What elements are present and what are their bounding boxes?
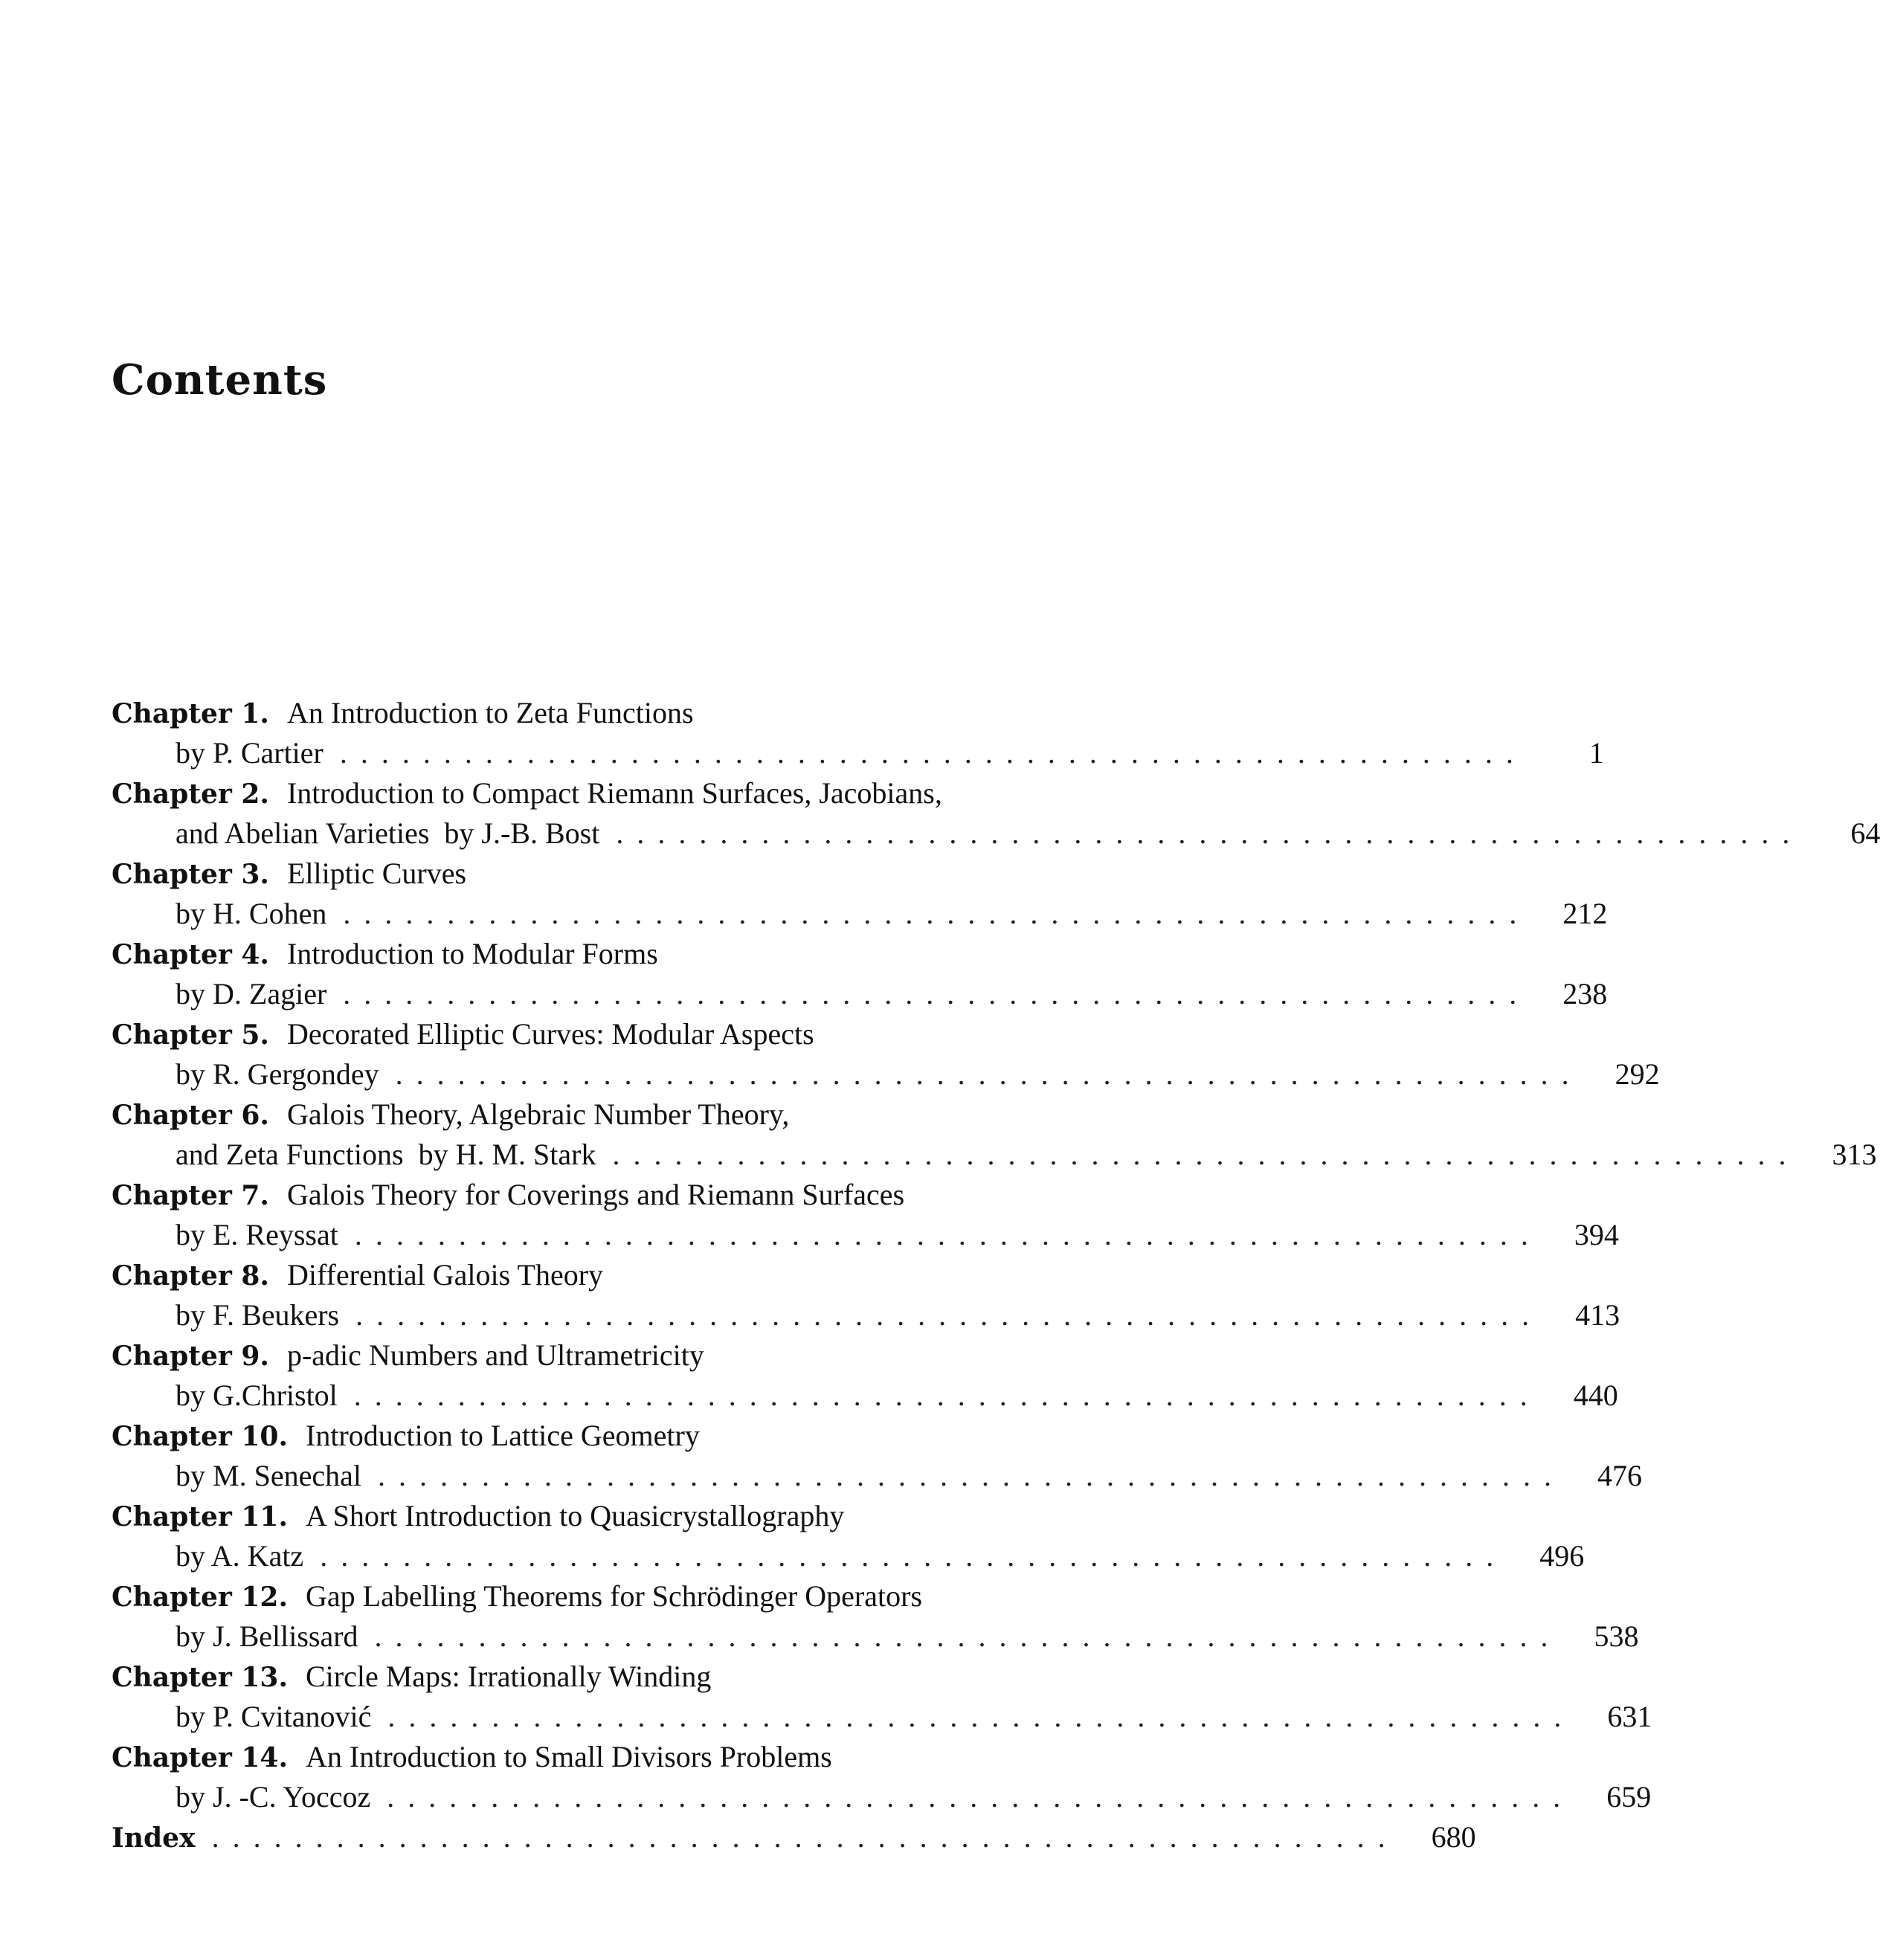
chapter-title: An Introduction to Small Divisors Problems (306, 1740, 832, 1773)
index-label: Index (112, 1822, 196, 1854)
chapter-byline-line (112, 1616, 1639, 1657)
chapter-label: Chapter 14. (112, 1742, 288, 1773)
page-number: 440 (1573, 1379, 1618, 1412)
dot-leader: ......................................................... (387, 1700, 1575, 1733)
chapter-author: by R. Gergondey (176, 1057, 379, 1091)
chapter-label: Chapter 10. (112, 1421, 288, 1452)
chapter-label: Chapter 6. (112, 1100, 269, 1131)
page-number: 659 (1606, 1780, 1652, 1814)
chapter-author: and Abelian Varieties by J.-B. Bost (176, 816, 600, 850)
dot-leader: ......................................................... (354, 1218, 1542, 1251)
chapter-heading-line (112, 1496, 1160, 1536)
dot-leader: ......................................................... (387, 1780, 1574, 1814)
chapter-heading-line (112, 1095, 1160, 1135)
chapter-author: by M. Senechal (176, 1459, 361, 1492)
toc-entry[interactable] (112, 1657, 1652, 1737)
toc-index-entry[interactable] (112, 1817, 1476, 1857)
chapter-heading-line (112, 1335, 1160, 1376)
chapter-byline-line (112, 733, 1604, 773)
chapter-byline-line (112, 1215, 1619, 1255)
chapter-author: by P. Cvitanović (176, 1700, 372, 1733)
page-number: 496 (1539, 1539, 1585, 1573)
chapter-author: and Zeta Functions by H. M. Stark (176, 1138, 596, 1171)
toc-entry[interactable] (112, 1496, 1585, 1576)
page-number: 238 (1562, 977, 1608, 1010)
dot-leader: ......................................................... (395, 1057, 1583, 1091)
chapter-heading-line (112, 693, 1160, 733)
chapter-heading-line (112, 1255, 1160, 1295)
toc-entry[interactable] (112, 934, 1608, 1014)
page-number: 64 (1850, 816, 1880, 850)
chapter-title: Introduction to Lattice Geometry (306, 1419, 700, 1452)
chapter-title: Gap Labelling Theorems for Schrödinger Operators (306, 1579, 923, 1613)
page-number: 476 (1597, 1459, 1642, 1492)
toc-entry[interactable] (112, 1095, 1877, 1175)
page-number: 394 (1574, 1218, 1619, 1251)
chapter-byline-line (112, 974, 1608, 1014)
chapter-title: Galois Theory, Algebraic Number Theory, (286, 1097, 790, 1131)
chapter-label: Chapter 4. (112, 939, 269, 970)
chapter-author: by H. Cohen (176, 897, 327, 930)
dot-leader: ......................................................... (377, 1459, 1565, 1492)
chapter-byline-line (112, 1777, 1652, 1817)
dot-leader: ......................................................... (211, 1820, 1399, 1854)
dot-leader: ......................................................... (343, 897, 1530, 930)
toc-entry[interactable] (112, 1014, 1660, 1095)
toc-entry[interactable] (112, 854, 1608, 934)
chapter-byline-line (112, 813, 1880, 854)
chapter-title: Differential Galois Theory (286, 1258, 604, 1292)
chapter-byline-line (112, 1456, 1642, 1496)
chapter-title: A Short Introduction to Quasicrystallography (306, 1499, 845, 1532)
chapter-label: Chapter 1. (112, 698, 269, 729)
dot-leader: ......................................................... (353, 1379, 1541, 1412)
chapter-author: by P. Cartier (176, 736, 323, 770)
chapter-heading-line (112, 1657, 1160, 1697)
chapter-byline-line (112, 1054, 1660, 1095)
toc-entry[interactable] (112, 1335, 1618, 1416)
chapter-label: Chapter 7. (112, 1180, 269, 1211)
chapter-label: Chapter 5. (112, 1019, 269, 1051)
page-number: 1 (1588, 736, 1604, 770)
chapter-heading-line (112, 1175, 1160, 1215)
chapter-title: p-adic Numbers and Ultrametricity (286, 1338, 704, 1372)
chapter-title: Decorated Elliptic Curves: Modular Aspects (286, 1017, 814, 1051)
dot-leader: ......................................................... (616, 816, 1803, 850)
dot-leader: ......................................................... (339, 736, 1527, 770)
chapter-title: An Introduction to Zeta Functions (286, 696, 694, 729)
chapter-label: Chapter 12. (112, 1582, 288, 1613)
page-number: 680 (1431, 1820, 1476, 1854)
chapter-label: Chapter 3. (112, 859, 269, 890)
toc-entry[interactable] (112, 1737, 1652, 1817)
chapter-heading-line (112, 854, 1160, 894)
chapter-title: Introduction to Compact Riemann Surfaces, Jacobians, (286, 776, 942, 810)
chapter-author: by F. Beukers (176, 1298, 340, 1332)
dot-leader: ......................................................... (320, 1539, 1507, 1573)
page-number: 631 (1607, 1700, 1652, 1733)
chapter-byline-line (112, 1536, 1585, 1576)
toc-entry[interactable] (112, 1255, 1620, 1335)
chapter-heading-line (112, 1014, 1160, 1054)
dot-leader: ......................................................... (355, 1298, 1543, 1332)
chapter-heading-line (112, 773, 1160, 813)
toc-entry[interactable] (112, 1416, 1642, 1496)
chapter-title: Galois Theory for Coverings and Riemann Surfaces (286, 1178, 905, 1211)
dot-leader: ......................................................... (612, 1138, 1800, 1171)
page-number: 212 (1562, 897, 1608, 930)
chapter-author: by J. Bellissard (176, 1619, 358, 1653)
chapter-title: Introduction to Modular Forms (286, 937, 658, 970)
chapter-heading-line (112, 1576, 1160, 1616)
toc-entry[interactable] (112, 773, 1880, 854)
chapter-title: Elliptic Curves (286, 857, 467, 890)
chapter-author: by A. Katz (176, 1539, 304, 1573)
chapter-label: Chapter 8. (112, 1260, 269, 1292)
chapter-byline-line (112, 1295, 1620, 1335)
page-number: 313 (1832, 1138, 1877, 1171)
page-number: 413 (1575, 1298, 1620, 1332)
chapter-label: Chapter 13. (112, 1662, 288, 1693)
chapter-heading-line (112, 934, 1160, 974)
chapter-byline-line (112, 1697, 1652, 1737)
chapter-label: Chapter 11. (112, 1501, 288, 1532)
chapter-label: Chapter 2. (112, 778, 269, 810)
chapter-label: Chapter 9. (112, 1341, 269, 1372)
chapter-author: by E. Reyssat (176, 1218, 338, 1251)
dot-leader: ......................................................... (343, 977, 1530, 1010)
chapter-heading-line (112, 1737, 1160, 1777)
chapter-author: by G.Christol (176, 1379, 338, 1412)
chapter-byline-line (112, 894, 1608, 934)
page-number: 292 (1615, 1057, 1660, 1091)
chapter-byline-line (112, 1376, 1618, 1416)
chapter-heading-line (112, 1416, 1160, 1456)
toc-entry[interactable] (112, 1175, 1619, 1255)
page-title: Contents (112, 355, 328, 404)
chapter-author: by D. Zagier (176, 977, 327, 1010)
toc-entry[interactable] (112, 693, 1604, 773)
table-of-contents (112, 693, 1880, 1857)
toc-entry[interactable] (112, 1576, 1639, 1657)
chapter-byline-line (112, 1135, 1877, 1175)
page-number: 538 (1594, 1619, 1639, 1653)
dot-leader: ......................................................... (374, 1619, 1562, 1653)
chapter-title: Circle Maps: Irrationally Winding (306, 1660, 712, 1693)
chapter-author: by J. -C. Yoccoz (176, 1780, 371, 1814)
